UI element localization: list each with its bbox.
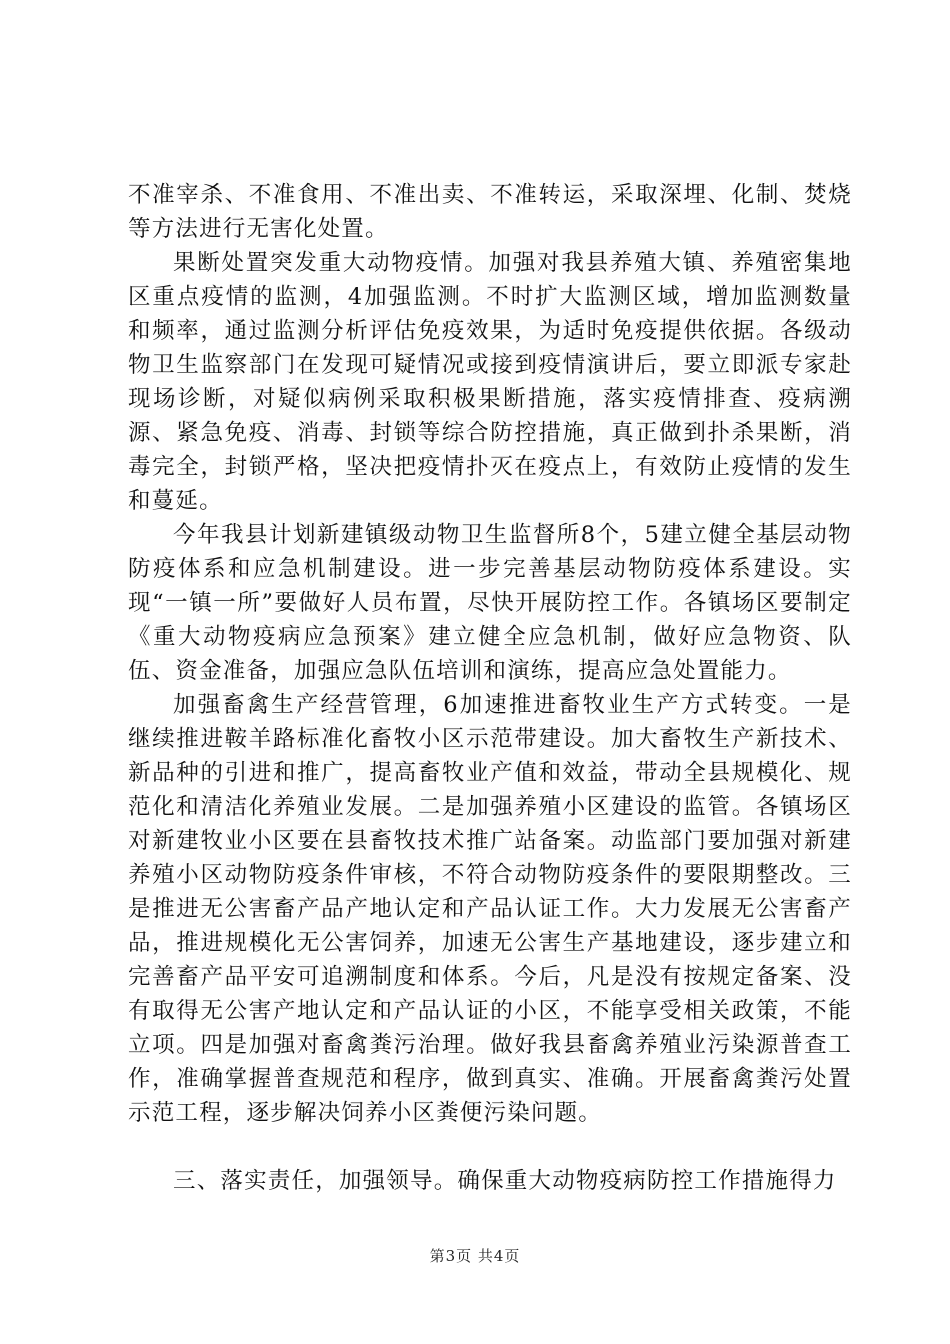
- page-footer: 第3页 共4页: [429, 1247, 521, 1265]
- paragraph-3: 今年我县计划新建镇级动物卫生监督所8个，5建立健全基层动物防疫体系和应急机制建设。进一步完善基层动物防疫体系建设。实现“一镇一所”要做好人员布置，尽快开展防控工作。各镇场区要制定《重大动物疫病应急预案》建立健全应急机制，做好应急物资、队伍、资金准备，加强应急队伍培训和演练，提高应急处置能力。: [128, 522, 852, 684]
- paragraph-2: 果断处置突发重大动物疫情。加强对我县养殖大镇、养殖密集地区重点疫情的监测，4加强监测。不时扩大监测区域，增加监测数量和频率，通过监测分析评估免疫效果，为适时免疫提供依据。各级动物卫生监察部门在发现可疑情况或接到疫情演讲后，要立即派专家赴现场诊断，对疑似病例采取积极果断措施，落实疫情排查、疫病溯源、紧急免疫、消毒、封锁等综合防控措施，真正做到扑杀果断，消毒完全，封锁严格，坚决把疫情扑灭在疫点上，有效防止疫情的发生和蔓延。: [128, 250, 852, 514]
- paragraph-4: 加强畜禽生产经营管理，6加速推进畜牧业生产方式转变。一是继续推进鞍羊路标准化畜牧小区示范带建设。加大畜牧生产新技术、新品种的引进和推广，提高畜牧业产值和效益，带动全县规模化、规范化和清洁化养殖业发展。二是加强养殖小区建设的监管。各镇场区对新建牧业小区要在县畜牧技术推广站备案。动监部门要加强对新建养殖小区动物防疫条件审核，不符合动物防疫条件的要限期整改。三是推进无公害畜产品产地认定和产品认证工作。大力发展无公害畜产品，推进规模化无公害饲养，加速无公害生产基地建设，逐步建立和完善畜产品平安可追溯制度和体系。今后，凡是没有按规定备案、没有取得无公害产地认定和产品认证的小区，不能享受相关政策，不能立项。四是加强对畜禽粪污治理。做好我县畜禽养殖业污染源普查工作，准确掌握普查规范和程序，做到真实、准确。开展畜禽粪污处置示范工程，逐步解决饲养小区粪便污染问题。: [128, 692, 852, 1126]
- section-heading: 三、落实责任，加强领导。确保重大动物疫病防控工作措施得力: [173, 1168, 837, 1194]
- paragraph-1: 不准宰杀、不准食用、不准出卖、不准转运，采取深埋、化制、焚烧等方法进行无害化处置。: [128, 182, 852, 242]
- document-body: [128, 178, 852, 1198]
